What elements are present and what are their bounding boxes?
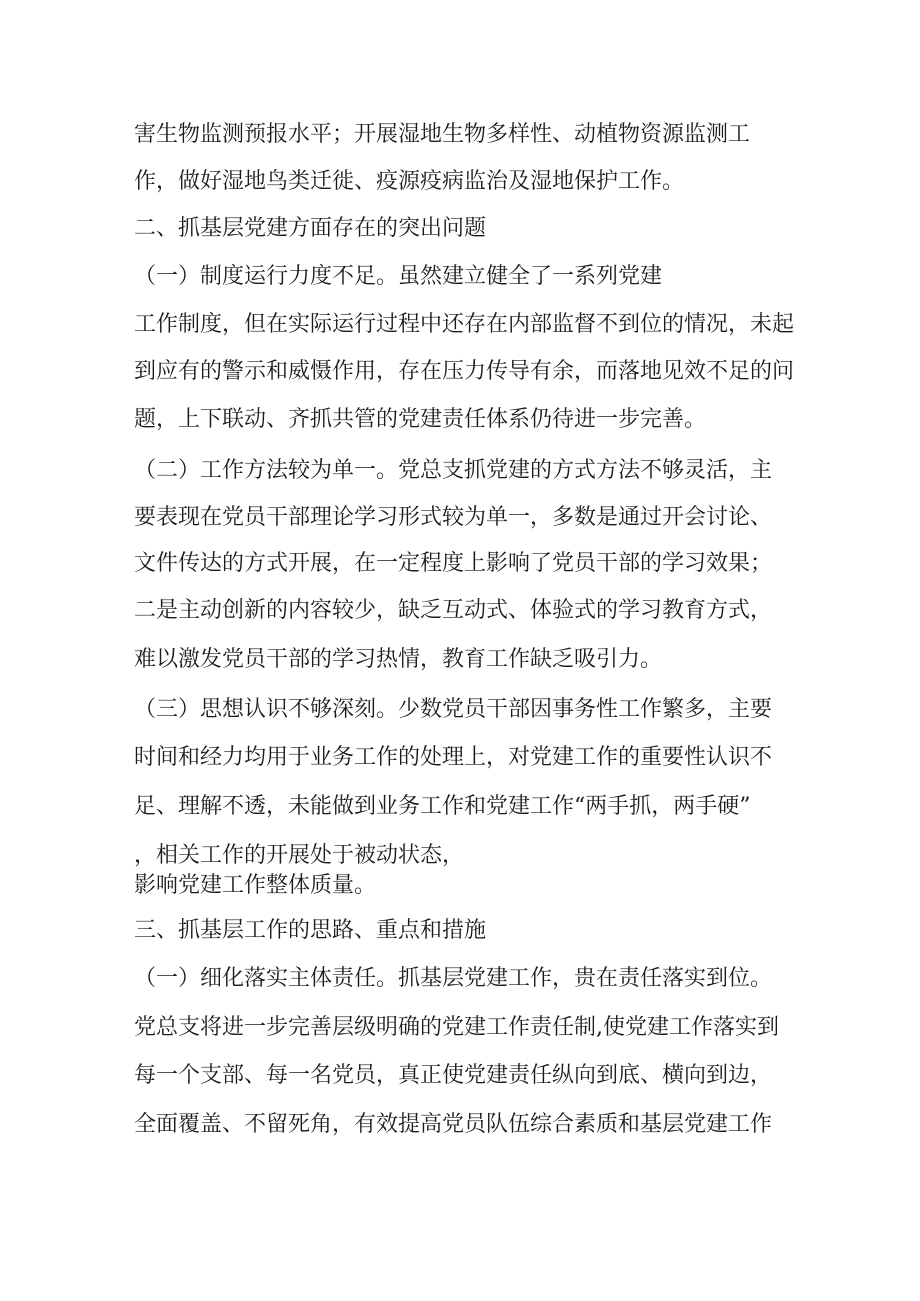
- text-line: 党总支将进一步完善层级明确的党建工作责任制,使党建工作落实到: [134, 1015, 779, 1040]
- text-line: 作，做好湿地鸟类迁徙、疫源疫病监治及湿地保护工作。: [134, 169, 685, 194]
- text-line: 害生物监测预报水平；开展湿地生物多样性、动植物资源监测工: [134, 122, 751, 147]
- subsection-heading-line: （一）细化落实主体责任。抓基层党建工作，贵在责任落实到位。: [134, 966, 773, 991]
- section-heading: 二、抓基层党建方面存在的突出问题: [134, 216, 487, 241]
- text-line: 文件传达的方式开展，在一定程度上影响了党员干部的学习效果；: [134, 551, 773, 576]
- text-line: 影响党建工作整体质量。: [134, 873, 377, 898]
- text-line: 每一个支部、每一名党员，真正使党建责任纵向到底、横向到边，: [134, 1063, 773, 1088]
- text-line: 全面覆盖、不留死角，有效提高党员队伍综合素质和基层党建工作: [134, 1112, 773, 1137]
- text-line: ，相关工作的开展处于被动状态，: [134, 843, 465, 868]
- text-line: 二是主动创新的内容较少，缺乏互动式、体验式的学习教育方式，: [134, 598, 773, 623]
- section-heading: 三、抓基层工作的思路、重点和措施: [134, 918, 487, 943]
- subsection-heading-line: （一）制度运行力度不足。虽然建立健全了一系列党建: [134, 264, 663, 289]
- text-line: 足、理解不透，未能做到业务工作和党建工作“两手抓，两手硬”: [134, 794, 751, 819]
- subsection-heading-line: （二）工作方法较为单一。党总支抓党建的方式方法不够灵活，主: [134, 458, 773, 483]
- text-line: 工作制度，但在实际运行过程中还存在内部监督不到位的情况，未起: [134, 312, 795, 337]
- text-line: 题，上下联动、齐抓共管的党建责任体系仍待进一步完善。: [134, 407, 707, 432]
- text-line: 时间和经力均用于业务工作的处理上，对党建工作的重要性认识不: [134, 745, 773, 770]
- text-line: 难以激发党员干部的学习热情，教育工作缺乏吸引力。: [134, 647, 663, 672]
- subsection-heading-line: （三）思想认识不够深刻。少数党员干部因事务性工作繁多，主要: [134, 697, 773, 722]
- text-line: 到应有的警示和威慑作用，存在压力传导有余，而落地见效不足的问: [134, 359, 795, 384]
- text-line: 要表现在党员干部理论学习形式较为单一，多数是通过开会讨论、: [134, 505, 773, 530]
